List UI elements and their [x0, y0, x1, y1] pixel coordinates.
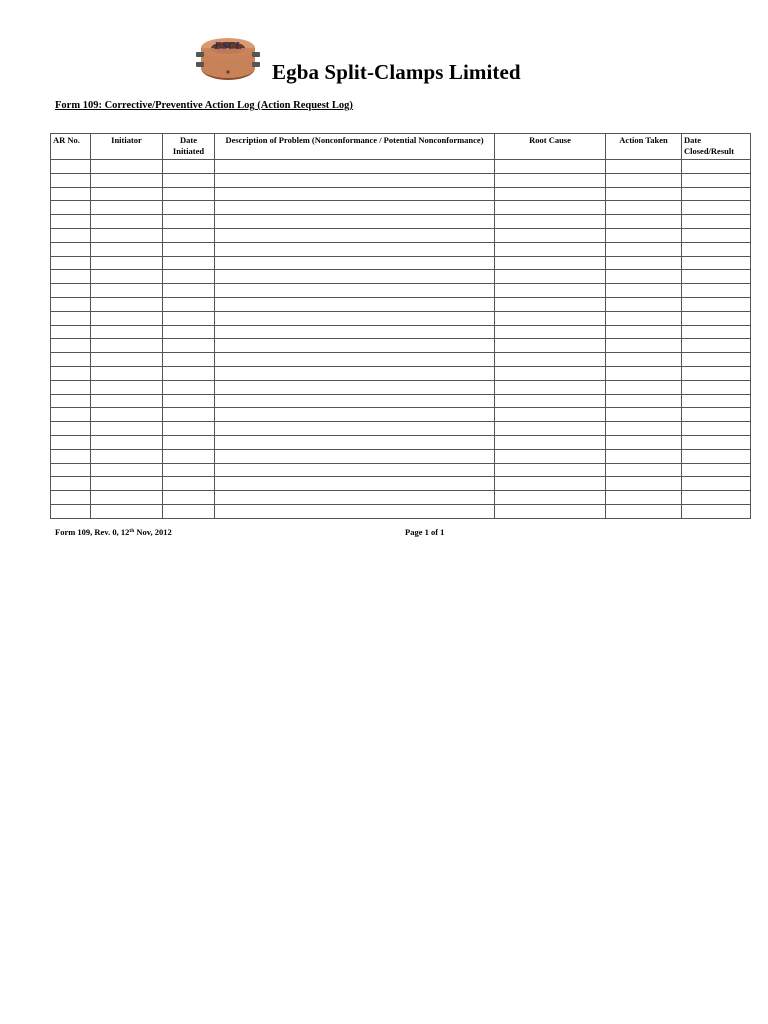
- table-cell[interactable]: [51, 435, 91, 449]
- table-cell[interactable]: [606, 463, 682, 477]
- table-cell[interactable]: [51, 353, 91, 367]
- table-cell[interactable]: [682, 449, 751, 463]
- table-cell[interactable]: [606, 394, 682, 408]
- table-cell[interactable]: [163, 201, 215, 215]
- table-cell[interactable]: [163, 394, 215, 408]
- table-header-row: [51, 134, 751, 160]
- column-header-root-cause: Root Cause: [495, 134, 606, 160]
- table-cell[interactable]: [495, 491, 606, 505]
- table-row: [51, 504, 751, 518]
- table-row: [51, 366, 751, 380]
- table-cell[interactable]: [606, 435, 682, 449]
- table-row: [51, 394, 751, 408]
- table-cell[interactable]: [682, 325, 751, 339]
- table-cell[interactable]: [51, 325, 91, 339]
- table-cell[interactable]: [682, 380, 751, 394]
- table-cell[interactable]: [91, 270, 163, 284]
- table-cell[interactable]: [215, 297, 495, 311]
- column-header-initiator: Initiator: [91, 134, 163, 160]
- form-ref-suffix: Nov, 2012: [134, 527, 172, 537]
- table-row: [51, 422, 751, 436]
- table-cell[interactable]: [606, 504, 682, 518]
- table-cell[interactable]: [682, 435, 751, 449]
- table-cell[interactable]: [163, 463, 215, 477]
- table-cell[interactable]: [215, 173, 495, 187]
- table-cell[interactable]: [495, 339, 606, 353]
- table-cell[interactable]: [215, 339, 495, 353]
- table-row: [51, 228, 751, 242]
- column-header-ar-no: AR No.: [51, 134, 91, 160]
- table-cell[interactable]: [163, 339, 215, 353]
- table-cell[interactable]: [51, 297, 91, 311]
- table-cell[interactable]: [51, 394, 91, 408]
- table-cell[interactable]: [51, 422, 91, 436]
- table-cell[interactable]: [682, 256, 751, 270]
- table-row: [51, 463, 751, 477]
- table-cell[interactable]: [215, 311, 495, 325]
- table-cell[interactable]: [51, 187, 91, 201]
- table-cell[interactable]: [51, 366, 91, 380]
- table-cell[interactable]: [682, 408, 751, 422]
- table-cell[interactable]: [606, 408, 682, 422]
- table-cell[interactable]: [91, 353, 163, 367]
- table-cell[interactable]: [215, 477, 495, 491]
- column-header-action-taken: Action Taken: [606, 134, 682, 160]
- table-cell[interactable]: [606, 173, 682, 187]
- table-cell[interactable]: [163, 228, 215, 242]
- table-body: [51, 160, 751, 519]
- table-cell[interactable]: [163, 270, 215, 284]
- table-cell[interactable]: [91, 325, 163, 339]
- column-header-description: Description of Problem (Nonconformance / Potential Nonconformance): [215, 134, 495, 160]
- table-cell[interactable]: [495, 353, 606, 367]
- table-cell[interactable]: [606, 201, 682, 215]
- table-cell[interactable]: [495, 408, 606, 422]
- table-row: [51, 215, 751, 229]
- table-cell[interactable]: [495, 160, 606, 174]
- table-cell[interactable]: [163, 380, 215, 394]
- table-cell[interactable]: [682, 477, 751, 491]
- table-cell[interactable]: [91, 297, 163, 311]
- table-cell[interactable]: [215, 270, 495, 284]
- table-cell[interactable]: [606, 215, 682, 229]
- table-row: [51, 435, 751, 449]
- company-name: Egba Split-Clamps Limited: [272, 60, 521, 84]
- form-ref-prefix: Form 109, Rev. 0, 12: [55, 527, 130, 537]
- table-cell[interactable]: [495, 297, 606, 311]
- table-cell[interactable]: [606, 477, 682, 491]
- table-cell[interactable]: [51, 284, 91, 298]
- table-cell[interactable]: [215, 435, 495, 449]
- table-cell[interactable]: [91, 339, 163, 353]
- table-cell[interactable]: [163, 449, 215, 463]
- table-row: [51, 408, 751, 422]
- table-cell[interactable]: [163, 256, 215, 270]
- table-cell[interactable]: [606, 353, 682, 367]
- table-cell[interactable]: [682, 242, 751, 256]
- table-cell[interactable]: [163, 325, 215, 339]
- table-cell[interactable]: [682, 491, 751, 505]
- table-cell[interactable]: [495, 311, 606, 325]
- action-log-table: [50, 133, 751, 519]
- table-cell[interactable]: [682, 173, 751, 187]
- table-cell[interactable]: [495, 422, 606, 436]
- table-cell[interactable]: [682, 463, 751, 477]
- table-cell[interactable]: [682, 187, 751, 201]
- table-cell[interactable]: [51, 201, 91, 215]
- table-cell[interactable]: [51, 463, 91, 477]
- table-cell[interactable]: [163, 311, 215, 325]
- form-title: Form 109: Corrective/Preventive Action Log (Action Request Log): [55, 100, 353, 111]
- form-ref-sup: th: [129, 528, 135, 534]
- column-header-date-closed: Date Closed/Result: [682, 134, 751, 160]
- table-cell[interactable]: [163, 297, 215, 311]
- table-cell[interactable]: [91, 256, 163, 270]
- table-cell[interactable]: [215, 408, 495, 422]
- table-cell[interactable]: [51, 504, 91, 518]
- table-row: [51, 353, 751, 367]
- table-cell[interactable]: [495, 256, 606, 270]
- table-cell[interactable]: [606, 325, 682, 339]
- table-cell[interactable]: [495, 187, 606, 201]
- table-cell[interactable]: [606, 270, 682, 284]
- page-number: Page 1 of 1: [405, 527, 445, 537]
- table-row: [51, 477, 751, 491]
- table-cell[interactable]: [606, 422, 682, 436]
- table-row: [51, 491, 751, 505]
- table-cell[interactable]: [91, 394, 163, 408]
- table-cell[interactable]: [606, 242, 682, 256]
- table-cell[interactable]: [682, 297, 751, 311]
- table-cell[interactable]: [682, 311, 751, 325]
- table-cell[interactable]: [51, 256, 91, 270]
- table-cell[interactable]: [495, 449, 606, 463]
- table-cell[interactable]: [51, 173, 91, 187]
- table-cell[interactable]: [215, 449, 495, 463]
- table-cell[interactable]: [163, 435, 215, 449]
- table-cell[interactable]: [606, 311, 682, 325]
- table-row: [51, 325, 751, 339]
- table-cell[interactable]: [682, 394, 751, 408]
- table-cell[interactable]: [495, 242, 606, 256]
- table-cell[interactable]: [51, 215, 91, 229]
- table-cell[interactable]: [495, 284, 606, 298]
- table-cell[interactable]: [495, 380, 606, 394]
- table-row: [51, 270, 751, 284]
- table-cell[interactable]: [495, 463, 606, 477]
- table-cell[interactable]: [91, 187, 163, 201]
- table-cell[interactable]: [51, 270, 91, 284]
- table-cell[interactable]: [163, 284, 215, 298]
- table-cell[interactable]: [606, 284, 682, 298]
- table-cell[interactable]: [606, 187, 682, 201]
- column-header-date-initiated: Date Initiated: [163, 134, 215, 160]
- table-cell[interactable]: [163, 187, 215, 201]
- table-cell[interactable]: [682, 339, 751, 353]
- table-row: [51, 339, 751, 353]
- table-row: [51, 187, 751, 201]
- table-row: [51, 173, 751, 187]
- table-cell[interactable]: [682, 422, 751, 436]
- table-cell[interactable]: [215, 325, 495, 339]
- table-cell[interactable]: [91, 160, 163, 174]
- logo-text: ESCL: [214, 40, 242, 52]
- table-cell[interactable]: [91, 463, 163, 477]
- table-cell[interactable]: [91, 380, 163, 394]
- table-cell[interactable]: [91, 491, 163, 505]
- table-cell[interactable]: [606, 380, 682, 394]
- table-cell[interactable]: [51, 160, 91, 174]
- table-cell[interactable]: [91, 228, 163, 242]
- table-cell[interactable]: [215, 187, 495, 201]
- table-cell[interactable]: [51, 449, 91, 463]
- table-cell[interactable]: [163, 366, 215, 380]
- table-row: [51, 284, 751, 298]
- table-cell[interactable]: [91, 242, 163, 256]
- table-cell[interactable]: [91, 284, 163, 298]
- table-cell[interactable]: [495, 435, 606, 449]
- table-cell[interactable]: [51, 228, 91, 242]
- table-cell[interactable]: [215, 422, 495, 436]
- table-cell[interactable]: [91, 477, 163, 491]
- table-cell[interactable]: [163, 477, 215, 491]
- table-cell[interactable]: [51, 477, 91, 491]
- table-cell[interactable]: [215, 228, 495, 242]
- table-cell[interactable]: [682, 270, 751, 284]
- table-cell[interactable]: [91, 422, 163, 436]
- table-cell[interactable]: [91, 504, 163, 518]
- table-cell[interactable]: [215, 242, 495, 256]
- table-cell[interactable]: [495, 201, 606, 215]
- table-cell[interactable]: [215, 215, 495, 229]
- table-cell[interactable]: [163, 491, 215, 505]
- table-cell[interactable]: [51, 311, 91, 325]
- table-cell[interactable]: [215, 463, 495, 477]
- table-cell[interactable]: [682, 228, 751, 242]
- table-cell[interactable]: [495, 173, 606, 187]
- table-cell[interactable]: [495, 270, 606, 284]
- table-row: [51, 201, 751, 215]
- table-cell[interactable]: [682, 201, 751, 215]
- table-cell[interactable]: [163, 408, 215, 422]
- table-cell[interactable]: [163, 504, 215, 518]
- table-row: [51, 256, 751, 270]
- table-cell[interactable]: [91, 311, 163, 325]
- table-cell[interactable]: [495, 228, 606, 242]
- table-cell[interactable]: [495, 325, 606, 339]
- table-cell[interactable]: [606, 160, 682, 174]
- table-cell[interactable]: [215, 491, 495, 505]
- table-cell[interactable]: [51, 339, 91, 353]
- table-cell[interactable]: [51, 491, 91, 505]
- table-cell[interactable]: [91, 366, 163, 380]
- table-cell[interactable]: [91, 173, 163, 187]
- table-cell[interactable]: [606, 491, 682, 505]
- table-cell[interactable]: [682, 160, 751, 174]
- table-row: [51, 297, 751, 311]
- table-cell[interactable]: [215, 394, 495, 408]
- table-cell[interactable]: [91, 215, 163, 229]
- table-cell[interactable]: [91, 449, 163, 463]
- table-cell[interactable]: [495, 366, 606, 380]
- table-cell[interactable]: [215, 353, 495, 367]
- table-cell[interactable]: [682, 366, 751, 380]
- table-row: [51, 242, 751, 256]
- table-cell[interactable]: [606, 366, 682, 380]
- table-cell[interactable]: [606, 228, 682, 242]
- table-cell[interactable]: [682, 215, 751, 229]
- table-cell[interactable]: [606, 339, 682, 353]
- form-reference: [55, 527, 172, 537]
- table-cell[interactable]: [215, 160, 495, 174]
- table-row: [51, 449, 751, 463]
- table-cell[interactable]: [495, 477, 606, 491]
- table-cell[interactable]: [163, 215, 215, 229]
- table-cell[interactable]: [682, 353, 751, 367]
- table-cell[interactable]: [682, 284, 751, 298]
- table-cell[interactable]: [682, 504, 751, 518]
- table-row: [51, 311, 751, 325]
- table-cell[interactable]: [163, 160, 215, 174]
- table-cell[interactable]: [163, 422, 215, 436]
- table-cell[interactable]: [215, 201, 495, 215]
- table-row: [51, 160, 751, 174]
- table-cell[interactable]: [91, 201, 163, 215]
- table-cell[interactable]: [495, 215, 606, 229]
- table-cell[interactable]: [51, 408, 91, 422]
- table-cell[interactable]: [163, 242, 215, 256]
- table-cell[interactable]: [51, 242, 91, 256]
- company-logo: [194, 34, 262, 82]
- table-cell[interactable]: [495, 504, 606, 518]
- table-cell[interactable]: [606, 449, 682, 463]
- table-cell[interactable]: [215, 256, 495, 270]
- table-cell[interactable]: [163, 353, 215, 367]
- table-cell[interactable]: [215, 284, 495, 298]
- table-cell[interactable]: [215, 366, 495, 380]
- table-row: [51, 380, 751, 394]
- table-cell[interactable]: [163, 173, 215, 187]
- table-cell[interactable]: [215, 380, 495, 394]
- table-cell[interactable]: [495, 394, 606, 408]
- table-cell[interactable]: [215, 504, 495, 518]
- table-cell[interactable]: [606, 297, 682, 311]
- table-cell[interactable]: [91, 408, 163, 422]
- table-cell[interactable]: [91, 435, 163, 449]
- table-cell[interactable]: [606, 256, 682, 270]
- table-cell[interactable]: [51, 380, 91, 394]
